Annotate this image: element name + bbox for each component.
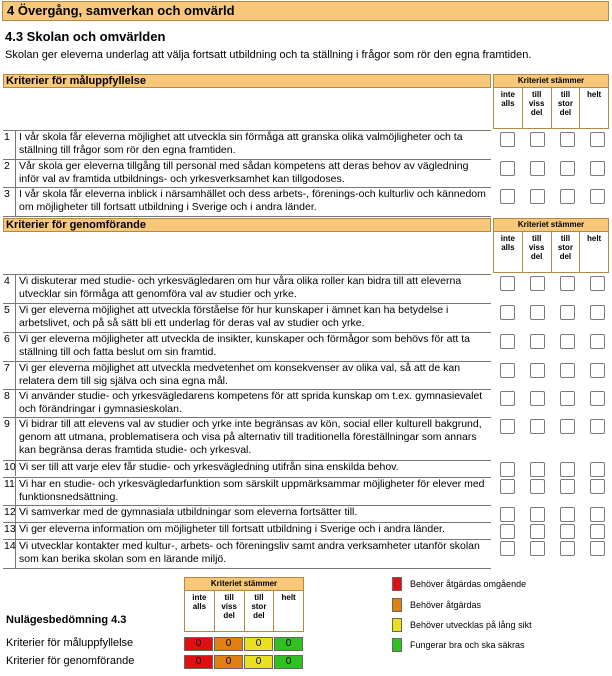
legend-swatch [392, 638, 402, 652]
legend-label: Behöver åtgärdas [410, 600, 482, 610]
criterion-row [3, 390, 491, 418]
criterion-row [3, 362, 491, 390]
summary-score-cell: 0 [244, 655, 273, 669]
criterion-text: Vi ger eleverna information om möjligheter till fortsatt utbildning i Sverige och i andra länder. [19, 523, 445, 535]
rating-checkbox[interactable] [560, 462, 575, 477]
summary-score-cell: 0 [274, 655, 303, 669]
rating-checkbox[interactable] [560, 391, 575, 406]
scale-column-label: inte alls [494, 232, 523, 272]
rating-checkbox[interactable] [530, 462, 545, 477]
rating-checkbox[interactable] [530, 541, 545, 556]
rating-checkbox[interactable] [500, 334, 515, 349]
rating-checkbox[interactable] [500, 363, 515, 378]
criterion-text: I vår skola får eleverna inblick i närsamhället och dess arbets-, förenings-och kulturliv och kännedom om möjligheter till fortsatt utbildning i Sverige och i andra länder. [19, 188, 486, 213]
criterion-number: 7 [3, 362, 16, 390]
scale-title: Kriteriet stämmer [494, 75, 608, 88]
rating-checkbox[interactable] [590, 132, 605, 147]
rating-checkbox[interactable] [560, 419, 575, 434]
rating-checkbox[interactable] [590, 462, 605, 477]
criterion-number: 4 [3, 275, 16, 303]
summary-row-label: Kriterier för genomförande [6, 655, 135, 667]
rating-checkbox[interactable] [560, 507, 575, 522]
criterion-row [3, 478, 491, 506]
scale-header [493, 74, 609, 129]
rating-checkbox[interactable] [530, 305, 545, 320]
criterion-text: Vi ger eleverna möjlighet att utveckla medvetenhet om konsekvenser av olika val, så att de kan relatera dem till sig själva och sina egna mål. [19, 362, 461, 387]
rating-checkbox[interactable] [530, 507, 545, 522]
scale-column-label: till stor del [552, 232, 581, 272]
rating-checkbox[interactable] [500, 507, 515, 522]
criterion-number: 14 [3, 540, 16, 568]
criterion-number: 6 [3, 333, 16, 361]
criterion-text: Vi ser till att varje elev får studie- och yrkesvägledning utifrån sina enskilda behov. [19, 461, 399, 473]
rating-checkbox[interactable] [500, 305, 515, 320]
summary-scale-column-label: inte alls [185, 591, 215, 631]
legend-swatch [392, 618, 402, 632]
scale-columns [494, 232, 608, 272]
criterion-text: Vi bidrar till att elevens val av studier och yrke inte begränsas av kön, social eller kulturell bakgrund, genom att utmana, problematisera och visa på alternativ till traditionella föreställningar som annars kan begränsa deras framtida studie- och yrkesval. [19, 418, 482, 456]
rating-checkbox[interactable] [500, 462, 515, 477]
legend-swatch [392, 577, 402, 591]
rating-checkbox[interactable] [500, 419, 515, 434]
criterion-text: Vi ger eleverna möjligheter att utveckla de insikter, kunskaper och förmågor som behövs för att ta ställning till och fatta beslut om sin framtid. [19, 333, 470, 358]
rating-checkbox[interactable] [530, 334, 545, 349]
criterion-row [3, 160, 491, 188]
rating-checkbox[interactable] [590, 419, 605, 434]
rating-checkbox[interactable] [560, 479, 575, 494]
chapter-title: 4 Övergång, samverkan och omvärld [2, 1, 609, 21]
summary-scale-column-label: till stor del [245, 591, 275, 631]
summary-title: Nulägesbedömning 4.3 [6, 614, 127, 626]
section-title: 4.3 Skolan och omvärlden [5, 29, 166, 44]
rating-checkbox[interactable] [590, 363, 605, 378]
rating-checkbox[interactable] [530, 479, 545, 494]
rating-checkbox[interactable] [590, 189, 605, 204]
criterion-number: 13 [3, 523, 16, 539]
summary-score-cell: 0 [214, 655, 243, 669]
rating-checkbox[interactable] [590, 305, 605, 320]
rating-checkbox[interactable] [590, 541, 605, 556]
criterion-text: Vi ger eleverna möjlighet att utveckla förståelse för hur kunskaper i ämnet kan ha betydelse i arbetslivet, och på så sätt bli ett underlag för deras val av studier och yrke. [19, 304, 449, 329]
criterion-row [3, 304, 491, 332]
criterion-row [3, 540, 491, 568]
criterion-row [3, 188, 491, 216]
criterion-text: Vi har en studie- och yrkesvägledarfunktion som särskilt uppmärksammar möjligheter för elever med funktionsnedsättning. [19, 478, 485, 503]
rating-checkbox[interactable] [560, 363, 575, 378]
criterion-row [3, 506, 491, 522]
rating-checkbox[interactable] [590, 524, 605, 539]
criterion-number: 1 [3, 131, 16, 159]
row-divider [3, 216, 491, 217]
rating-checkbox[interactable] [590, 507, 605, 522]
scale-title: Kriteriet stämmer [494, 219, 608, 232]
criterion-number: 12 [3, 506, 16, 522]
criterion-row [3, 461, 491, 476]
rating-checkbox[interactable] [560, 161, 575, 176]
criterion-number: 8 [3, 390, 16, 418]
scale-column-label: inte alls [494, 88, 523, 128]
scale-header [493, 218, 609, 273]
rating-checkbox[interactable] [560, 541, 575, 556]
rating-checkbox[interactable] [590, 276, 605, 291]
criterion-row [3, 131, 491, 159]
group-title: Kriterier för genomförande [3, 218, 491, 232]
criterion-text: Vi utvecklar kontakter med kultur-, arbets- och föreningsliv samt andra verksamheter utanför skolan som kan berika skolan som en lärande miljö. [19, 540, 480, 565]
rating-checkbox[interactable] [500, 276, 515, 291]
criterion-text: Vi använder studie- och yrkesvägledarens kompetens för att sprida kunskap om t.ex. gymnasievalet och förändringar i gymnasieskolan. [19, 390, 483, 415]
rating-checkbox[interactable] [590, 334, 605, 349]
criterion-number: 10 [3, 461, 16, 476]
scale-column-label: till viss del [523, 88, 552, 128]
criterion-number: 5 [3, 304, 16, 332]
rating-checkbox[interactable] [590, 161, 605, 176]
criterion-text: Vi diskuterar med studie- och yrkesvägledaren om hur våra olika roller kan bidra till att eleverna utvecklar sin förmåga att genomföra val av studier och yrke. [19, 275, 462, 300]
rating-checkbox[interactable] [500, 524, 515, 539]
criterion-number: 2 [3, 160, 16, 188]
summary-score-cell: 0 [214, 637, 243, 651]
scale-column-label: helt [587, 90, 602, 99]
rating-checkbox[interactable] [530, 524, 545, 539]
rating-checkbox[interactable] [560, 132, 575, 147]
criterion-text: I vår skola får eleverna möjlighet att utveckla sin förmåga att granska olika valmöjligheter och ta ställning till frågor som rör den egna framtiden. [19, 131, 463, 156]
criterion-number: 9 [3, 418, 16, 461]
rating-checkbox[interactable] [530, 276, 545, 291]
row-divider [3, 568, 491, 569]
summary-scale-title: Kriteriet stämmer [185, 578, 303, 591]
summary-scale-header [184, 577, 304, 632]
summary-row-label: Kriterier för måluppfyllelse [6, 637, 134, 649]
rating-checkbox[interactable] [530, 419, 545, 434]
rating-checkbox[interactable] [500, 479, 515, 494]
summary-score-cell: 0 [274, 637, 303, 651]
legend-swatch [392, 598, 402, 612]
scale-column-label: till stor del [552, 88, 581, 128]
rating-checkbox[interactable] [500, 161, 515, 176]
legend-label: Fungerar bra och ska säkras [410, 640, 525, 650]
scale-columns [494, 88, 608, 128]
summary-score-cell: 0 [184, 655, 213, 669]
rating-checkbox[interactable] [590, 479, 605, 494]
criterion-text: Vår skola ger eleverna tillgång till personal med sådan kompetens att deras behov av vägledning inför val av framtida utbildnings- och yrkesverksamhet kan tillgodoses. [19, 160, 469, 185]
rating-checkbox[interactable] [530, 363, 545, 378]
group-title: Kriterier för måluppfyllelse [3, 74, 491, 88]
scale-column-label: helt [587, 234, 602, 243]
summary-scale-column-label: helt [281, 593, 296, 602]
rating-checkbox[interactable] [560, 189, 575, 204]
rating-checkbox[interactable] [500, 189, 515, 204]
legend-label: Behöver åtgärdas omgående [410, 579, 527, 589]
criterion-row [3, 275, 491, 303]
rating-checkbox[interactable] [530, 132, 545, 147]
criterion-row [3, 333, 491, 361]
rating-checkbox[interactable] [560, 334, 575, 349]
legend-label: Behöver utvecklas på lång sikt [410, 620, 532, 630]
criterion-row [3, 418, 491, 461]
summary-score-cell: 0 [244, 637, 273, 651]
rating-checkbox[interactable] [500, 391, 515, 406]
rating-checkbox[interactable] [530, 161, 545, 176]
criterion-row [3, 523, 491, 539]
rating-checkbox[interactable] [500, 132, 515, 147]
scale-column-label: till viss del [523, 232, 552, 272]
rating-checkbox[interactable] [500, 541, 515, 556]
rating-checkbox[interactable] [530, 391, 545, 406]
criterion-number: 3 [3, 188, 16, 216]
criterion-number: 11 [3, 478, 16, 506]
rating-checkbox[interactable] [560, 305, 575, 320]
rating-checkbox[interactable] [590, 391, 605, 406]
summary-scale-column-label: till viss del [215, 591, 245, 631]
criterion-text: Vi samverkar med de gymnasiala utbildningar som eleverna fortsätter till. [19, 506, 358, 518]
summary-score-cell: 0 [184, 637, 213, 651]
rating-checkbox[interactable] [560, 524, 575, 539]
rating-checkbox[interactable] [560, 276, 575, 291]
rating-checkbox[interactable] [530, 189, 545, 204]
section-intro: Skolan ger eleverna underlag att välja fortsatt utbildning och ta ställning i frågor som rör den egna framtiden. [5, 49, 532, 61]
